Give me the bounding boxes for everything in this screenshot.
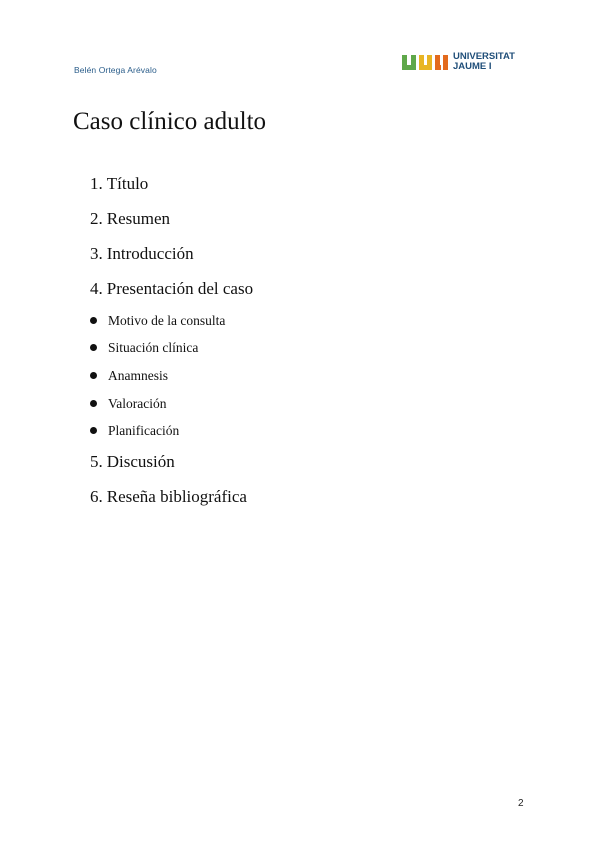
toc-subitem-label: Situación clínica — [108, 340, 199, 355]
bullet-icon — [90, 372, 97, 379]
uji-logo-icon — [402, 51, 448, 73]
toc-subitem — [90, 340, 198, 356]
toc-item-4 — [90, 279, 253, 299]
toc-subitem — [90, 423, 179, 439]
toc-label: Reseña bibliográfica — [106, 487, 247, 506]
toc-number: 5. — [90, 452, 103, 471]
toc-subitem-label: Planificación — [108, 423, 180, 438]
toc-subitem-label: Anamnesis — [108, 368, 168, 383]
toc-subitem — [90, 313, 225, 329]
logo-text-line2: JAUME I — [453, 60, 492, 72]
toc-number: 3. — [90, 244, 103, 263]
toc-item-3 — [90, 244, 194, 264]
toc-item-6 — [90, 487, 247, 507]
logo-text — [453, 52, 515, 71]
toc-label: Presentación del caso — [106, 279, 254, 298]
bullet-icon — [90, 400, 97, 407]
university-logo — [402, 51, 532, 75]
toc-label: Resumen — [106, 209, 171, 228]
toc-label: Discusión — [106, 452, 175, 471]
bullet-icon — [90, 344, 97, 351]
page-title: Caso clínico adulto — [73, 108, 267, 135]
toc-label: Introducción — [106, 244, 194, 263]
bullet-icon — [90, 427, 97, 434]
header-author: Belén Ortega Arévalo — [74, 65, 157, 75]
toc-label: Título — [106, 174, 149, 193]
toc-subitem — [90, 396, 166, 412]
toc-item-5 — [90, 452, 175, 472]
logo-text-line1: UNIVERSITAT — [453, 51, 515, 62]
bullet-icon — [90, 317, 97, 324]
toc-item-1 — [90, 174, 148, 194]
toc-subitem — [90, 368, 168, 384]
toc-number: 6. — [90, 487, 103, 506]
toc-subitem-label: Valoración — [108, 396, 167, 411]
page-number: 2 — [518, 798, 524, 809]
toc-subitem-label: Motivo de la consulta — [108, 313, 226, 328]
toc-number: 1. — [90, 174, 103, 193]
toc-item-2 — [90, 209, 170, 229]
toc-number: 2. — [90, 209, 103, 228]
toc-number: 4. — [90, 279, 103, 298]
